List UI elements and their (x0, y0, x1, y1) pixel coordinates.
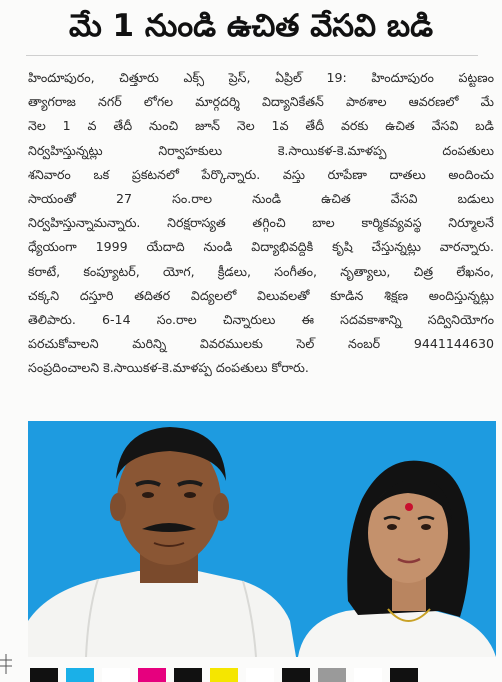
registration-mark-icon (0, 654, 12, 674)
color-swatch (282, 668, 310, 682)
body-line: సాయంతో 27 సం.రాల నుండి ఉచిత వేసవి బడులు (28, 190, 494, 206)
body-line: పరచుకోవాలని మరిన్ని వివరములకు సెల్ నంబర్ 9441144630 (28, 336, 494, 352)
color-swatch (318, 668, 346, 682)
color-swatch (138, 668, 166, 682)
color-swatch (66, 668, 94, 682)
print-color-bar (30, 668, 418, 682)
swatch-gap (130, 668, 138, 682)
body-line: నిర్వహిస్తున్నామన్నారు. నిరక్షరాస్యత తగ్గించి బాల కార్మికవ్యవస్థ నిర్మూలనే (28, 215, 494, 231)
color-swatch (354, 668, 382, 682)
couple-photo (28, 421, 496, 657)
body-line: త్యాగరాజ నగర్ లోగల మార్గదర్శి విద్యానికేతన్ పాఠశాల ఆవరణలో మే (28, 94, 494, 110)
headline-divider (26, 55, 478, 56)
body-line: సంప్రదించాలని కె.సాయికళ-కె.మాళప్ప దంపతులు కోరారు. (28, 360, 309, 376)
color-swatch (102, 668, 130, 682)
body-line: ధ్యేయంగా 1999 యేదాది నుండి విద్యాభివద్దికి కృషి చేస్తున్నట్లు వారన్నారు. (28, 239, 494, 255)
swatch-gap (166, 668, 174, 682)
swatch-gap (202, 668, 210, 682)
article-body (28, 66, 494, 380)
body-line: శనివారం ఒక ప్రకటనలో పేర్కొన్నారు. వస్తు రూపేణా దాతలు అందించు (28, 166, 494, 182)
color-swatch (210, 668, 238, 682)
color-swatch (390, 668, 418, 682)
photo-illustration (28, 421, 496, 657)
swatch-gap (274, 668, 282, 682)
body-line: నెల 1 వ తేదీ నుంచి జూన్ నెల 1వ తేదీ వరకు ఉచిత వేసవి బడి (28, 118, 494, 134)
swatch-gap (58, 668, 66, 682)
swatch-gap (238, 668, 246, 682)
swatch-gap (346, 668, 354, 682)
body-line: హిందూపురం, చిత్తూరు ఎక్స్ ప్రెస్, ఏప్రిల్ 19: హిందూపురం పట్టణం (28, 70, 494, 85)
color-swatch (174, 668, 202, 682)
swatch-gap (94, 668, 102, 682)
body-line: కరాటే, కంప్యూటర్, యోగ, క్రీడలు, సంగీతం, నృత్యాలు, చిత్ర లేఖనం, (28, 263, 494, 279)
body-line: చక్కని దస్తూరి తదితర విద్యలలో విలువలతో కూడిన శిక్షణ అందిస్తున్నట్లు (28, 287, 494, 303)
color-swatch (246, 668, 274, 682)
swatch-gap (382, 668, 390, 682)
color-swatch (30, 668, 58, 682)
swatch-gap (310, 668, 318, 682)
body-line: తెలిపారు. 6-14 సం.రాల చిన్నారులు ఈ సదవకాశాన్ని సద్వినియోగం (28, 311, 494, 327)
article-headline: మే 1 నుండి ఉచిత వేసవి బడి (68, 8, 434, 44)
body-line: నిర్వహిస్తున్నట్లు నిర్వాహకులు కె.సాయికళ-కె.మాళప్ప దంపతులు (28, 142, 494, 158)
